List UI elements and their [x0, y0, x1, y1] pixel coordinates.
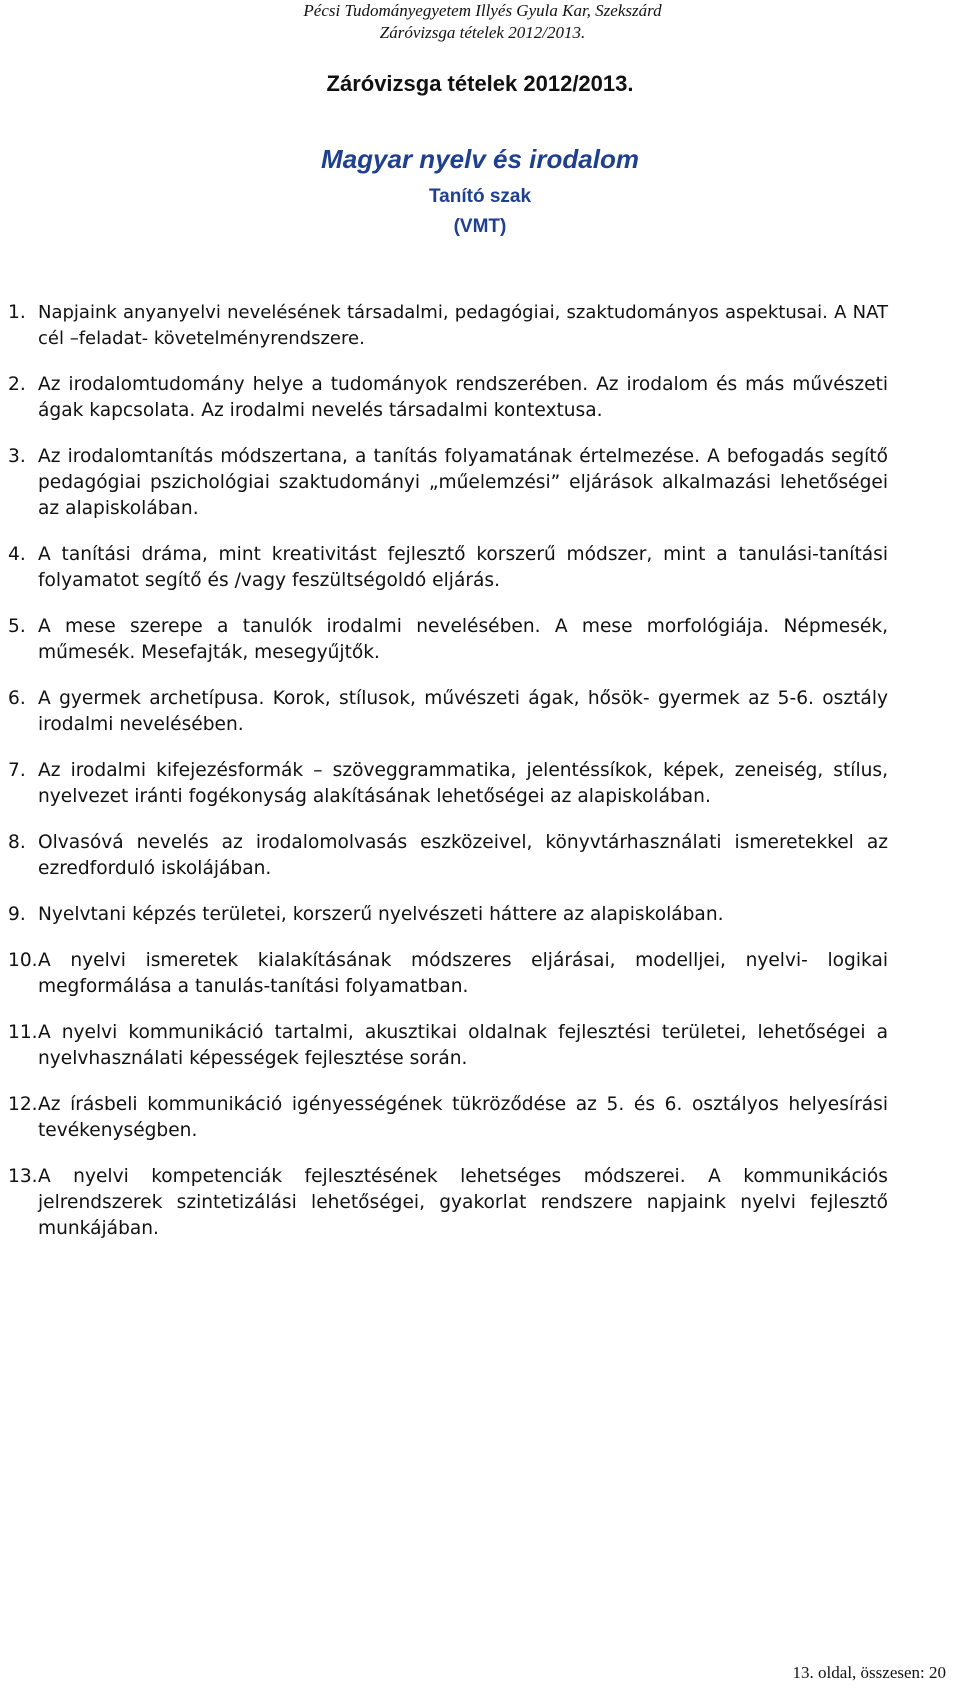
topic-text: A nyelvi ismeretek kialakításának módszeres eljárásai, modelljei, nyelvi- logikai megformálása a tanulás-tanítási folyamatban. [38, 950, 888, 997]
topic-text: Az irodalmi kifejezésformák – szöveggrammatika, jelentéssíkok, képek, zeneiség, stílus, nyelvezet iránti fogékonyság alakításának lehetőségei az alapiskolában. [38, 760, 888, 807]
topic-item-6 [8, 686, 888, 738]
topic-number: 7. [8, 760, 26, 781]
topic-item-1 [8, 300, 888, 352]
topic-number: 10. [8, 950, 38, 971]
programme-name: Tanító szak [428, 186, 532, 207]
topic-text: A gyermek archetípusa. Korok, stílusok, művészeti ágak, hősök- gyermek az 5-6. osztály irodalmi nevelésében. [38, 688, 888, 735]
topic-number: 3. [8, 446, 26, 467]
topic-item-10 [8, 948, 888, 1000]
topic-text: A nyelvi kompetenciák fejlesztésének lehetséges módszerei. A kommunikációs jelrendszerek szintetizálási lehetőségei, gyakorlat rendszere napjaink nyelvi fejlesztő munkájában. [38, 1166, 888, 1239]
topic-number: 12. [8, 1094, 38, 1115]
document-title: Záróvizsga tételek 2012/2013. [326, 71, 634, 96]
running-header [0, 0, 960, 44]
exam-topic-list [8, 300, 888, 1262]
topic-number: 8. [8, 832, 26, 853]
topic-number: 4. [8, 544, 26, 565]
topic-item-7 [8, 758, 888, 810]
topic-number: 1. [8, 302, 26, 323]
topic-number: 5. [8, 616, 26, 637]
topic-number: 13. [8, 1166, 38, 1187]
topic-item-8 [8, 830, 888, 882]
topic-text: A nyelvi kommunikáció tartalmi, akusztikai oldalnak fejlesztési területei, lehetőségei a nyelvhasználati képességek fejlesztése során. [38, 1022, 888, 1069]
topic-text: A mese szerepe a tanulók irodalmi nevelésében. A mese morfológiája. Népmesék, műmesék. Mesefajták, mesegyűjtők. [38, 616, 888, 663]
topic-item-12 [8, 1092, 888, 1144]
programme-code: (VMT) [453, 216, 507, 237]
header-document: Záróvizsga tételek 2012/2013. [379, 23, 586, 42]
topic-text: Az írásbeli kommunikáció igényességének tükröződése az 5. és 6. osztályos helyesírási tevékenységben. [38, 1094, 888, 1141]
topic-text: Az irodalomtanítás módszertana, a tanítás folyamatának értelmezése. A befogadás segítő pedagógiai pszichológiai szaktudományi „műelemzési” eljárások alkalmazási lehetőségei az alapiskolában. [38, 446, 888, 519]
page-footer: 13. oldal, összesen: 20 [792, 1663, 946, 1682]
topic-text: Napjaink anyanyelvi nevelésének társadalmi, pedagógiai, szaktudományos aspektusai. A NAT cél –feladat- követelményrendszere. [38, 302, 888, 349]
topic-text: Az irodalomtudomány helye a tudományok rendszerében. Az irodalom és más művészeti ágak kapcsolata. Az irodalmi nevelés társadalmi kontextusa. [38, 374, 888, 421]
topic-number: 2. [8, 374, 26, 395]
topic-number: 9. [8, 904, 26, 925]
topic-number: 6. [8, 688, 26, 709]
topic-item-5 [8, 614, 888, 666]
header-institution: Pécsi Tudományegyetem Illyés Gyula Kar, Szekszárd [303, 1, 662, 20]
subject-title: Magyar nyelv és irodalom [321, 144, 639, 174]
topic-item-2 [8, 372, 888, 424]
topic-item-13 [8, 1164, 888, 1242]
programme-block [0, 182, 960, 242]
topic-text: A tanítási dráma, mint kreativitást fejlesztő korszerű módszer, mint a tanulási-tanítási folyamatot segítő és /vagy feszültségoldó eljárás. [38, 544, 888, 591]
topic-text: Nyelvtani képzés területei, korszerű nyelvészeti háttere az alapiskolában. [38, 904, 724, 925]
topic-item-9 [8, 902, 888, 928]
topic-item-3 [8, 444, 888, 522]
topic-number: 11. [8, 1022, 38, 1043]
topic-item-11 [8, 1020, 888, 1072]
topic-item-4 [8, 542, 888, 594]
topic-text: Olvasóvá nevelés az irodalomolvasás eszközeivel, könyvtárhasználati ismeretekkel az ezredforduló iskolájában. [38, 832, 888, 879]
